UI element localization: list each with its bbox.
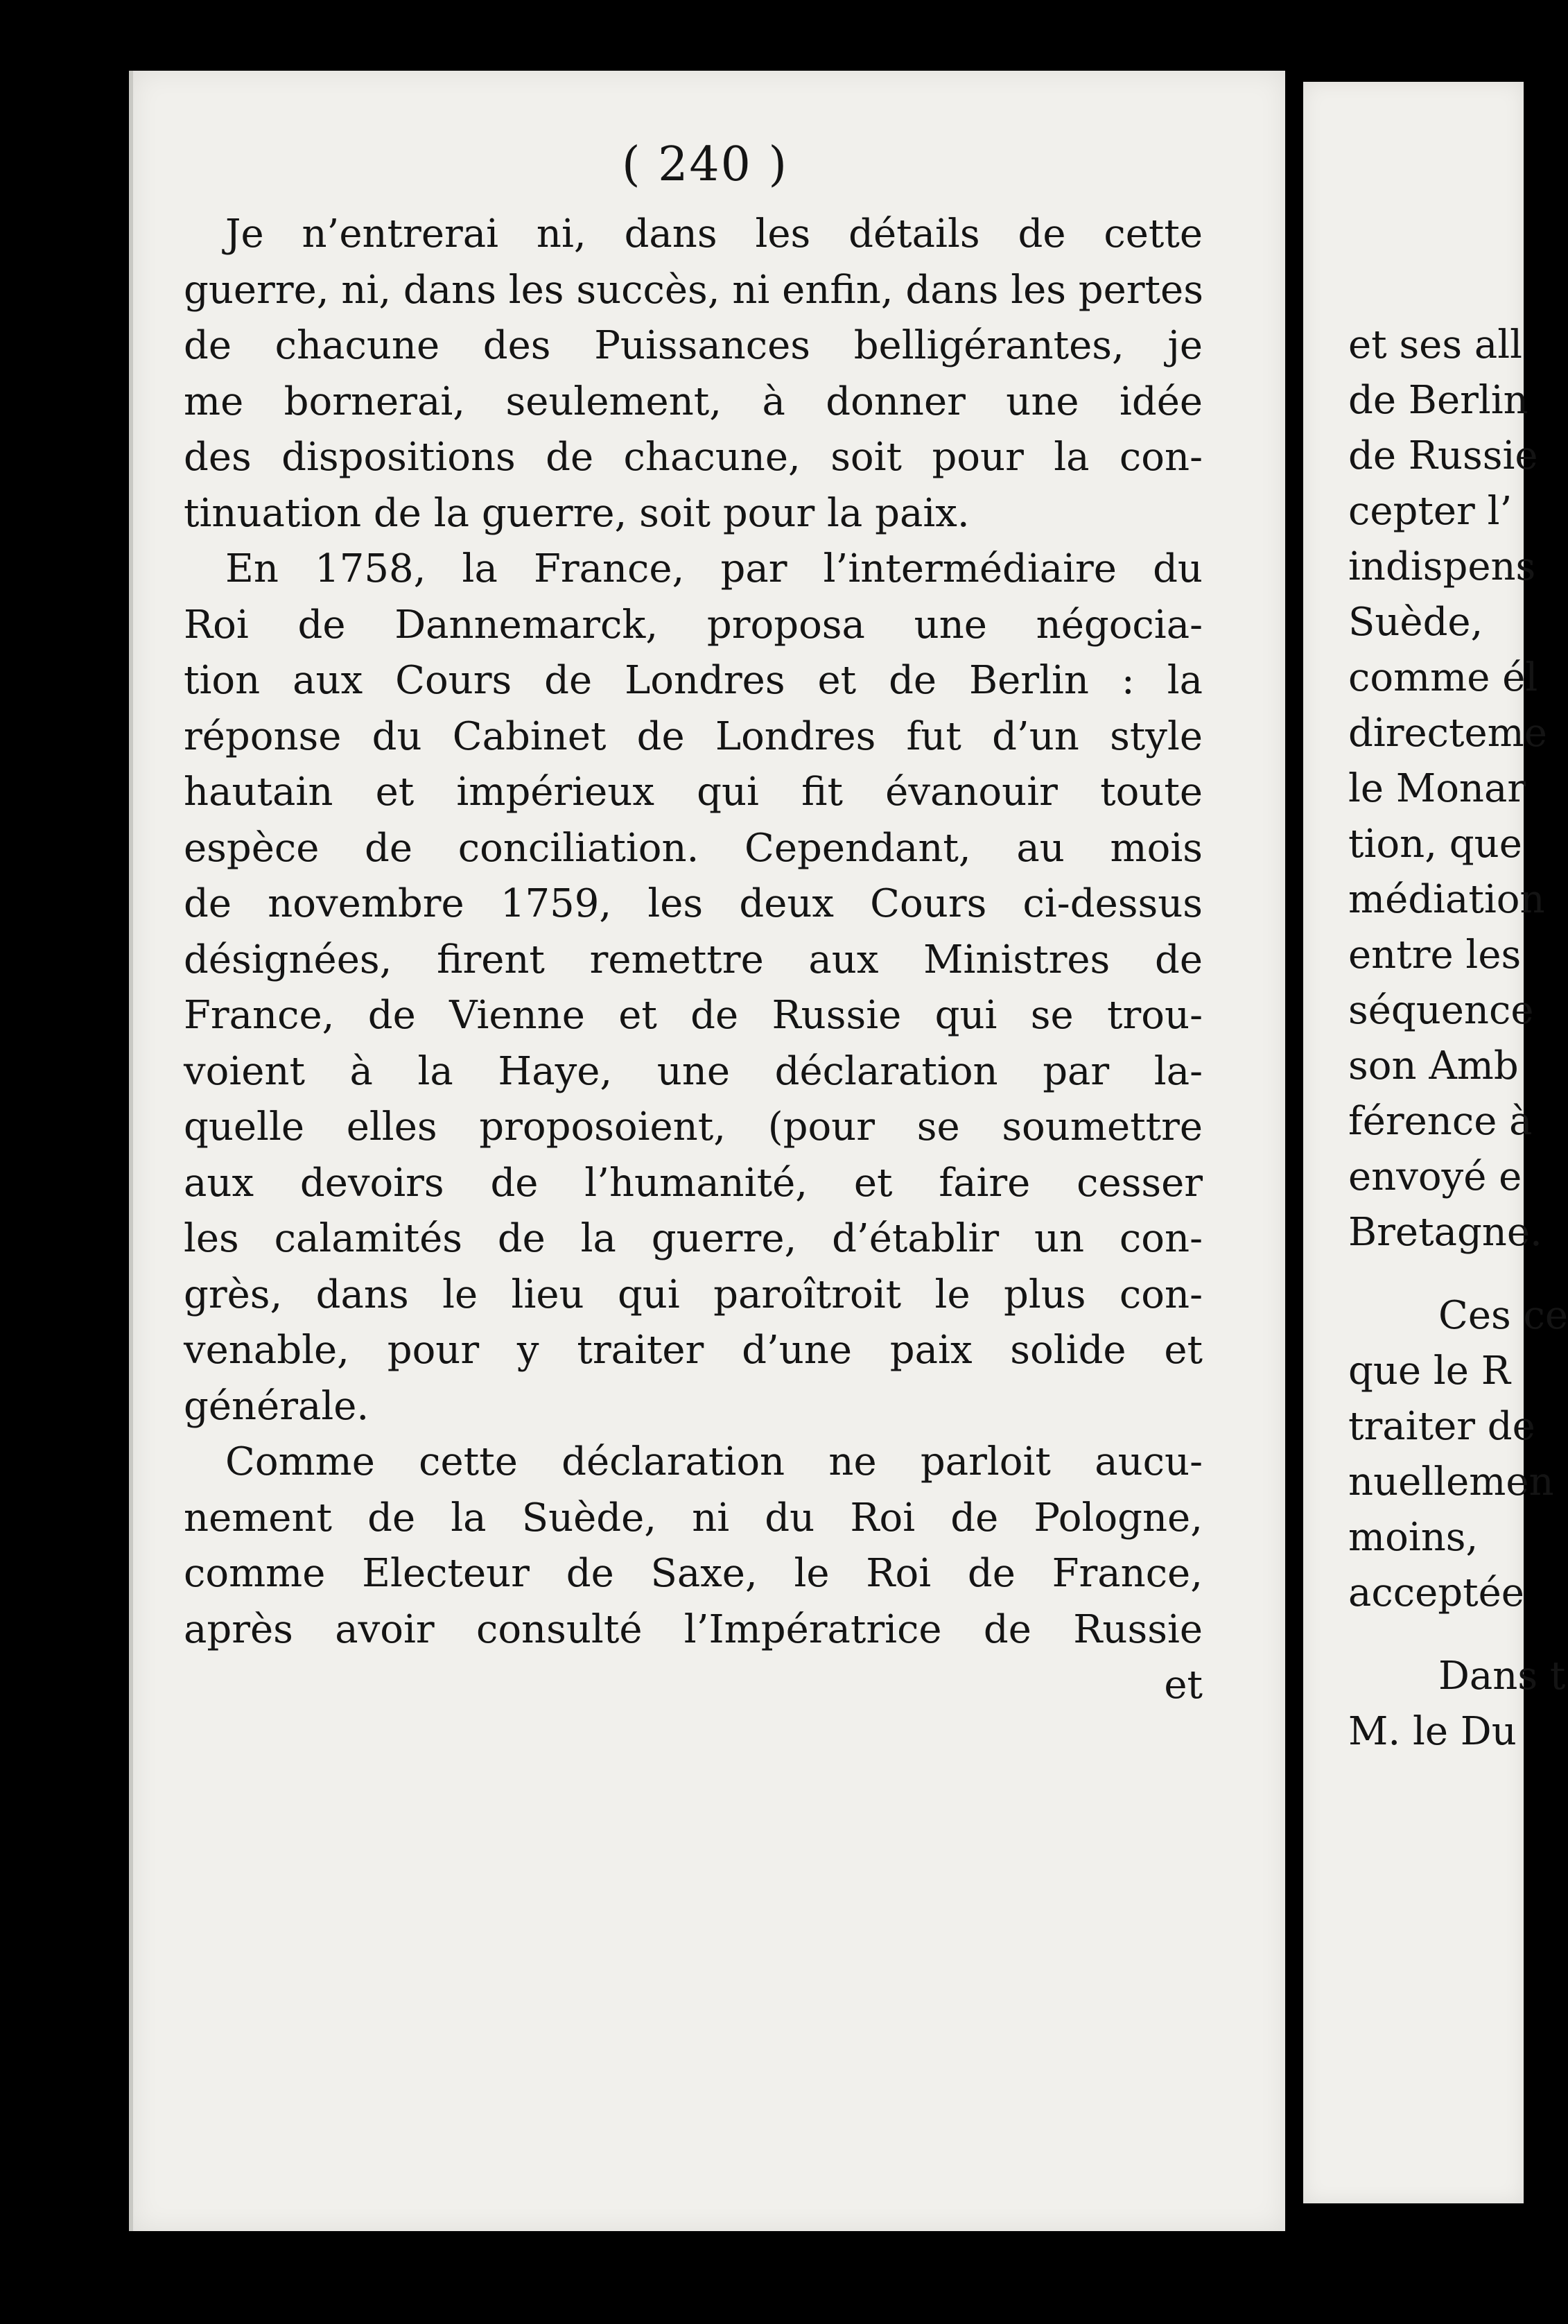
text-line: et ses all: [1348, 322, 1523, 367]
text-line: espèce de conciliation. Cependant, au mois: [184, 825, 1203, 871]
text-line: les calamités de la guerre, d’établir un con-: [184, 1216, 1203, 1261]
text-line: son Amb: [1348, 1043, 1519, 1089]
text-line: Suède,: [1348, 600, 1483, 645]
text-line: hautain et impérieux qui fit évanouir toute: [184, 770, 1203, 815]
text-line: de chacune des Puissances belligérantes, je: [184, 323, 1203, 368]
text-line: séquence: [1348, 988, 1534, 1033]
text-line: tion aux Cours de Londres et de Berlin : la: [184, 658, 1203, 703]
text-line: indispens: [1348, 544, 1536, 589]
text-line: Comme cette déclaration ne parloit aucu-: [225, 1439, 1203, 1484]
text-line: France, de Vienne et de Russie qui se trou-: [184, 993, 1203, 1038]
text-line: comme Electeur de Saxe, le Roi de France,: [184, 1551, 1203, 1596]
text-line: entre les: [1348, 933, 1522, 978]
text-line: générale.: [184, 1383, 369, 1429]
left-page-text: [184, 207, 1203, 1714]
text-line: médiation: [1348, 877, 1545, 922]
text-line: Roi de Dannemarck, proposa une négocia-: [184, 602, 1203, 648]
text-line: traiter de: [1348, 1404, 1535, 1449]
page-number: ( 240 ): [621, 137, 789, 192]
text-line: que le R: [1348, 1349, 1510, 1394]
text-line: Dans t: [1438, 1654, 1566, 1699]
text-line: nement de la Suède, ni du Roi de Pologne,: [184, 1495, 1203, 1541]
text-line: après avoir consulté l’Impératrice de Russie: [184, 1606, 1203, 1652]
text-line: le Monar: [1348, 766, 1526, 811]
catchword: et: [1164, 1663, 1203, 1708]
text-line: venable, pour y traiter d’une paix solide et: [184, 1328, 1203, 1373]
text-line: nuellemen: [1348, 1459, 1554, 1504]
text-line: grès, dans le lieu qui paroîtroit le plus con-: [184, 1272, 1203, 1317]
text-line: Je n’entrerai ni, dans les détails de cette: [225, 211, 1203, 257]
text-line: tinuation de la guerre, soit pour la paix.: [184, 490, 970, 536]
text-line: tion, que: [1348, 822, 1522, 867]
text-line: me bornerai, seulement, à donner une idée: [184, 379, 1203, 424]
text-line: quelle elles proposoient, (pour se soumettre: [184, 1104, 1203, 1150]
text-line: acceptée: [1348, 1570, 1524, 1615]
text-line: de novembre 1759, les deux Cours ci-dessus: [184, 881, 1203, 926]
text-line: moins,: [1348, 1515, 1479, 1560]
text-line: réponse du Cabinet de Londres fut d’un style: [184, 713, 1203, 759]
text-line: voient à la Haye, une déclaration par la-: [184, 1048, 1203, 1094]
text-line: Bretagne.: [1348, 1210, 1542, 1255]
text-line: de Russie: [1348, 433, 1538, 478]
text-line: cepter l’: [1348, 489, 1513, 534]
text-line: guerre, ni, dans les succès, ni enfin, dans les pertes: [184, 267, 1203, 313]
text-line: envoyé e: [1348, 1154, 1522, 1199]
text-line: aux devoirs de l’humanité, et faire cesser: [184, 1160, 1203, 1206]
text-line: directeme: [1348, 711, 1547, 756]
text-line: comme él: [1348, 655, 1538, 700]
text-line: de Berlin: [1348, 378, 1528, 423]
text-line: En 1758, la France, par l’intermédiaire du: [225, 546, 1203, 591]
text-line: M. le Du: [1348, 1709, 1517, 1754]
text-line: des dispositions de chacune, soit pour la con-: [184, 435, 1203, 480]
text-line: désignées, firent remettre aux Ministres de: [184, 937, 1203, 982]
text-line: Ces ce: [1438, 1293, 1568, 1338]
text-line: férence à: [1348, 1099, 1533, 1144]
right-page-text: [1348, 318, 1568, 1760]
